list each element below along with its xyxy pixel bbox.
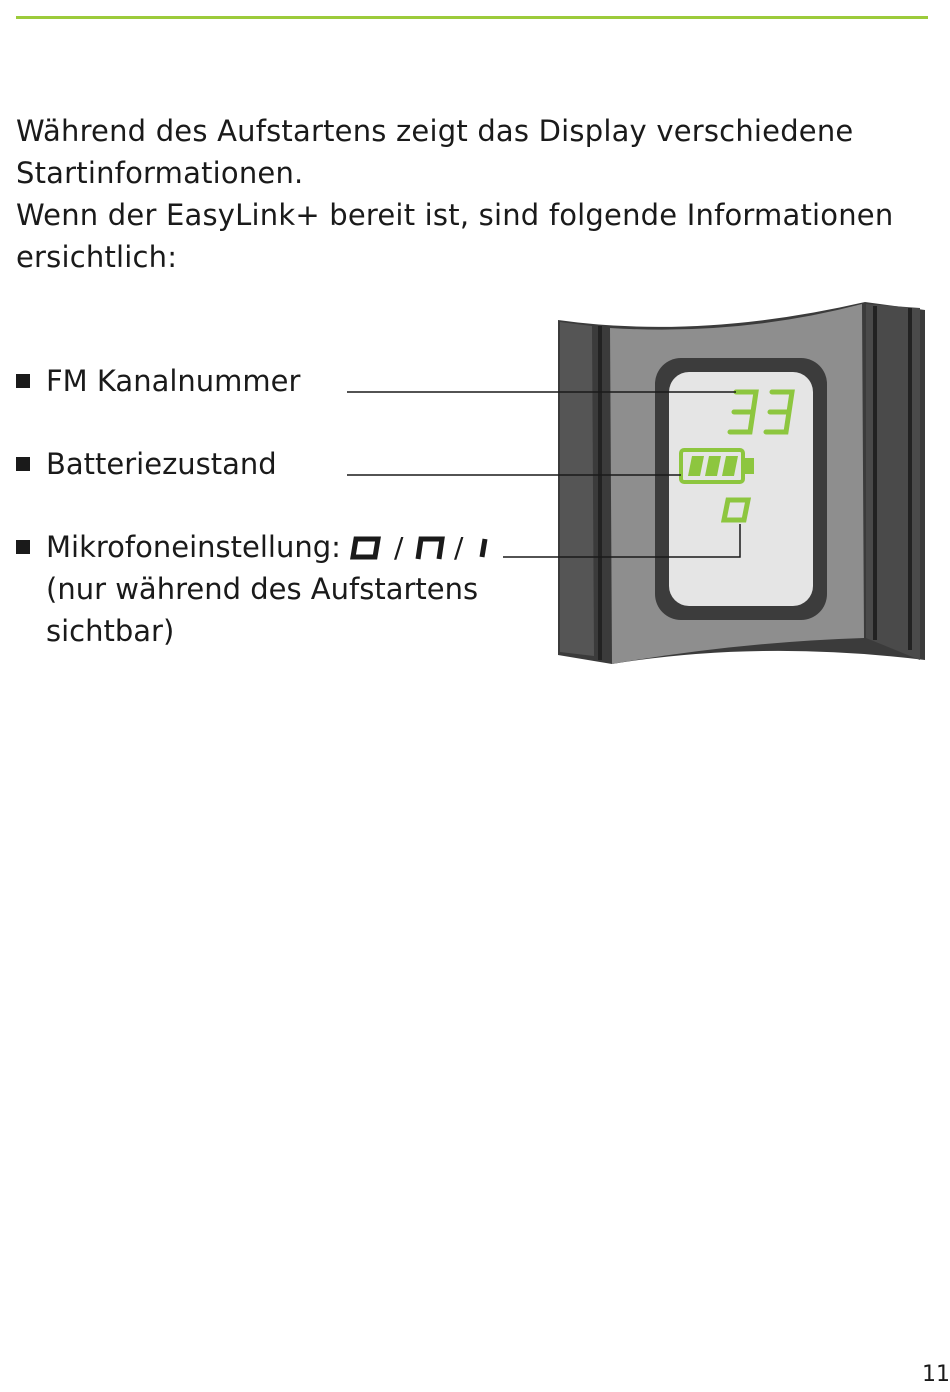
mic-omni-glyph [418, 539, 442, 559]
intro-line: Wenn der EasyLink+ bereit ist, sind folgende Informationen [16, 198, 894, 232]
mic-off-glyph [353, 539, 378, 557]
list-item-microphone [16, 526, 500, 652]
item-note: (nur während des Aufstartens [46, 572, 479, 606]
bullet [16, 540, 30, 554]
intro-line: ersichtlich: [16, 240, 178, 274]
intro-line: Während des Aufstartens zeigt das Display verschiedene [16, 114, 854, 148]
bullet [16, 457, 30, 471]
separator: / [454, 533, 464, 563]
mic-setting-glyphs [350, 533, 500, 563]
device-edge-left [560, 322, 594, 656]
item-label: Batteriezustand [46, 447, 277, 481]
item-label: Mikrofoneinstellung: [46, 530, 341, 564]
mic-direct-glyph [482, 539, 485, 557]
list-item-channel [16, 360, 300, 402]
separator: / [394, 533, 404, 563]
item-note: sichtbar) [46, 614, 175, 648]
list-item-battery [16, 443, 277, 485]
page-number: 11 [922, 1362, 950, 1387]
item-label: FM Kanalnummer [46, 364, 301, 398]
bullet [16, 374, 30, 388]
intro-line: Startinformationen. [16, 156, 304, 190]
